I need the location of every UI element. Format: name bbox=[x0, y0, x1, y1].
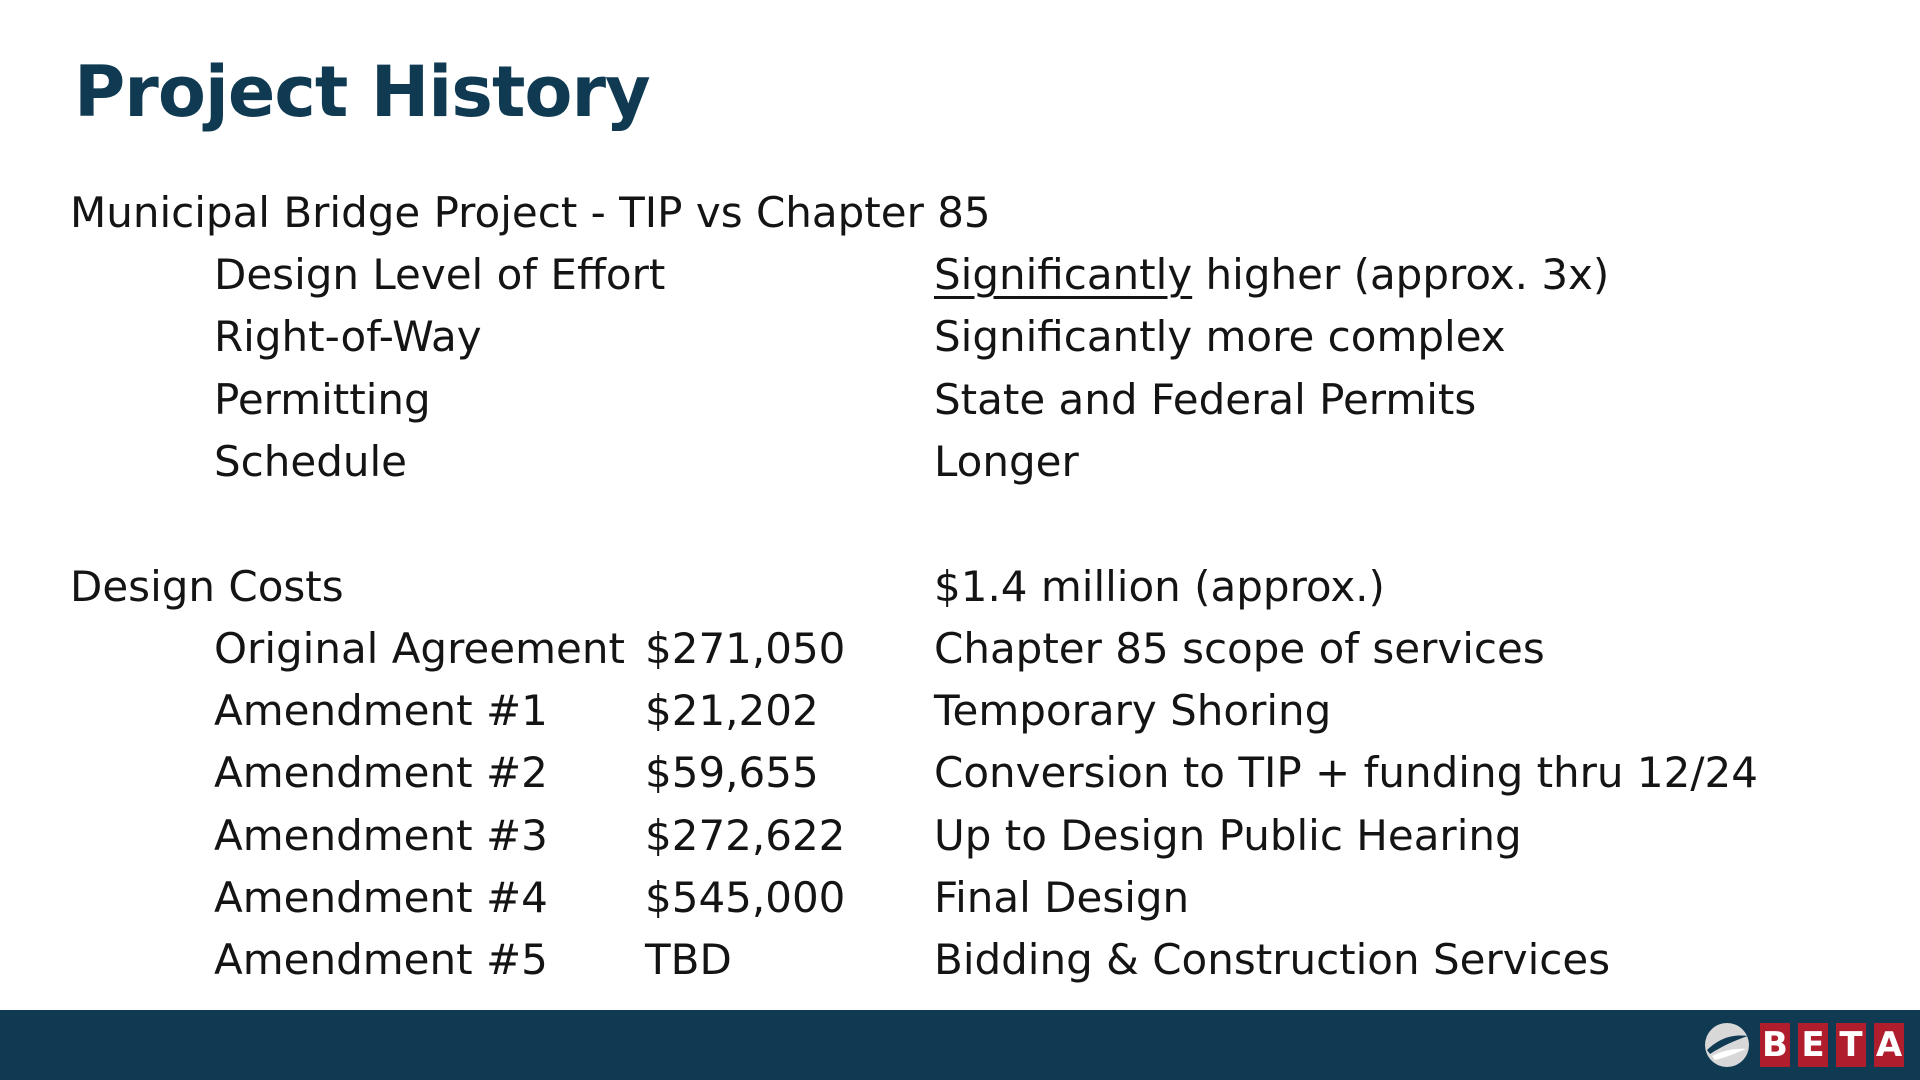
beta-swoosh-icon bbox=[1702, 1020, 1752, 1070]
design-costs-heading: Design Costs bbox=[70, 562, 344, 611]
cost-item-amount: $545,000 bbox=[645, 873, 846, 922]
significantly-underlined-text: Significantly bbox=[934, 250, 1193, 299]
cost-item-description: Final Design bbox=[934, 873, 1190, 922]
cost-item-description: Up to Design Public Hearing bbox=[934, 811, 1522, 860]
cost-item-description: Bidding & Construction Services bbox=[934, 935, 1611, 984]
cost-item-description: Chapter 85 scope of services bbox=[934, 624, 1545, 673]
right-of-way-value: Significantly more complex bbox=[934, 312, 1506, 361]
cost-item-amount: TBD bbox=[645, 935, 732, 984]
logo-letter-b: B bbox=[1760, 1023, 1790, 1067]
design-effort-label: Design Level of Effort bbox=[214, 250, 666, 299]
beta-logo bbox=[1702, 1018, 1904, 1072]
design-effort-value bbox=[934, 244, 1609, 306]
design-costs-total: $1.4 million (approx.) bbox=[934, 562, 1385, 611]
cost-item-amount: $59,655 bbox=[645, 748, 819, 797]
slide-title: Project History bbox=[74, 51, 650, 133]
footer-bar bbox=[0, 1010, 1920, 1080]
schedule-value: Longer bbox=[934, 437, 1079, 486]
cost-item-name: Amendment #2 bbox=[214, 748, 548, 797]
project-heading: Municipal Bridge Project - TIP vs Chapter 85 bbox=[70, 188, 991, 237]
cost-item-name: Amendment #1 bbox=[214, 686, 548, 735]
beta-logo-letters bbox=[1760, 1023, 1904, 1067]
cost-item-name: Amendment #5 bbox=[214, 935, 548, 984]
logo-letter-a: A bbox=[1875, 1025, 1903, 1065]
permitting-value: State and Federal Permits bbox=[934, 375, 1477, 424]
right-of-way-label: Right-of-Way bbox=[214, 312, 482, 361]
cost-item-description: Temporary Shoring bbox=[934, 686, 1332, 735]
cost-item-amount: $271,050 bbox=[645, 624, 846, 673]
design-effort-value-rest: higher (approx. 3x) bbox=[1192, 250, 1610, 299]
schedule-label: Schedule bbox=[214, 437, 407, 486]
cost-item-name: Amendment #4 bbox=[214, 873, 548, 922]
cost-item-amount: $21,202 bbox=[645, 686, 819, 735]
permitting-label: Permitting bbox=[214, 375, 431, 424]
cost-item-description: Conversion to TIP + funding thru 12/24 bbox=[934, 748, 1758, 797]
cost-item-amount: $272,622 bbox=[645, 811, 846, 860]
cost-item-name: Amendment #3 bbox=[214, 811, 548, 860]
logo-letter-t: T bbox=[1836, 1023, 1866, 1067]
cost-item-name: Original Agreement bbox=[214, 624, 625, 673]
logo-letter-e: E bbox=[1798, 1023, 1828, 1067]
